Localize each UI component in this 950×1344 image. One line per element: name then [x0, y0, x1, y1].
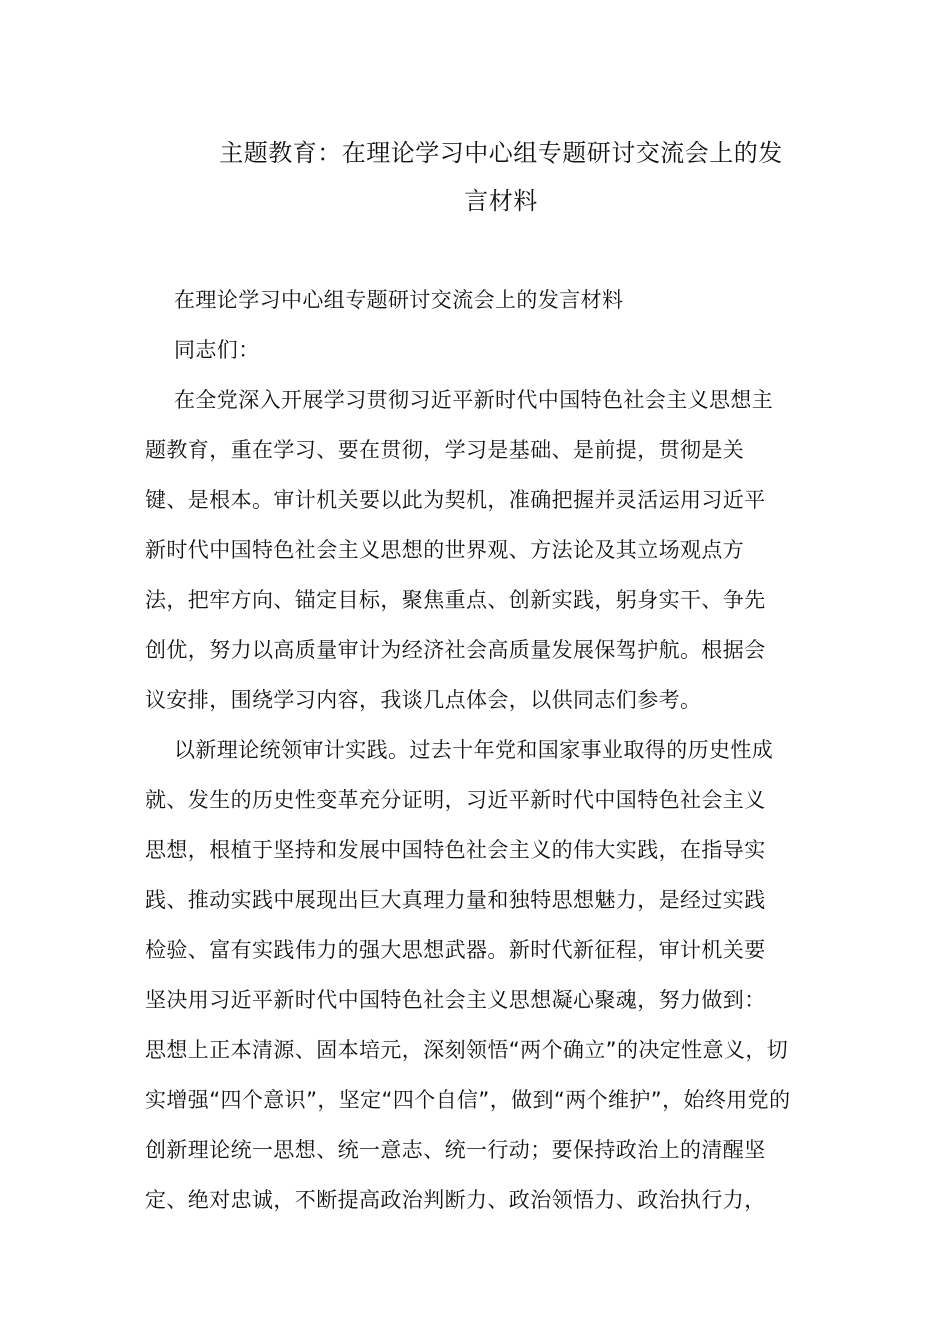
paragraph-line: 创优，努力以高质量审计为经济社会高质量发展保驾护航。根据会 — [145, 638, 766, 662]
document-title-line-1: 主题教育：在理论学习中心组专题研讨交流会上的发 — [219, 139, 783, 167]
paragraph-line: 坚决用习近平新时代中国特色社会主义思想凝心聚魂，努力做到： — [145, 988, 766, 1012]
document-subtitle: 在理论学习中心组专题研讨交流会上的发言材料 — [174, 288, 624, 312]
paragraph-line: 以新理论统领审计实践。过去十年党和国家事业取得的历史性成 — [174, 738, 774, 762]
paragraph-line: 就、发生的历史性变革充分证明，习近平新时代中国特色社会主义 — [145, 788, 766, 812]
paragraph-line: 题教育，重在学习、要在贯彻，学习是基础、是前提，贯彻是关 — [145, 438, 745, 462]
paragraph-line: 实增强“四个意识”，坚定“四个自信”，做到“两个维护”，始终用党的 — [145, 1088, 791, 1112]
paragraph-line: 新时代中国特色社会主义思想的世界观、方法论及其立场观点方 — [145, 538, 745, 562]
paragraph-line: 定、绝对忠诚，不断提高政治判断力、政治领悟力、政治执行力， — [145, 1188, 766, 1212]
paragraph-line: 践、推动实践中展现出巨大真理力量和独特思想魅力，是经过实践 — [145, 888, 766, 912]
paragraph-line: 思想，根植于坚持和发展中国特色社会主义的伟大实践，在指导实 — [145, 838, 766, 862]
document-title-line-2: 言材料 — [464, 187, 538, 215]
paragraph-line: 议安排，围绕学习内容，我谈几点体会，以供同志们参考。 — [145, 688, 702, 712]
paragraph-line: 键、是根本。审计机关要以此为契机，准确把握并灵活运用习近平 — [145, 488, 766, 512]
salutation: 同志们： — [174, 338, 260, 362]
paragraph-line: 法，把牢方向、锚定目标，聚焦重点、创新实践，躬身实干、争先 — [145, 588, 766, 612]
paragraph-line: 思想上正本清源、固本培元，深刻领悟“两个确立”的决定性意义，切 — [145, 1038, 789, 1062]
paragraph-line: 检验、富有实践伟力的强大思想武器。新时代新征程，审计机关要 — [145, 938, 766, 962]
paragraph-line: 创新理论统一思想、统一意志、统一行动；要保持政治上的清醒坚 — [145, 1138, 766, 1162]
paragraph-line: 在全党深入开展学习贯彻习近平新时代中国特色社会主义思想主 — [174, 388, 774, 412]
